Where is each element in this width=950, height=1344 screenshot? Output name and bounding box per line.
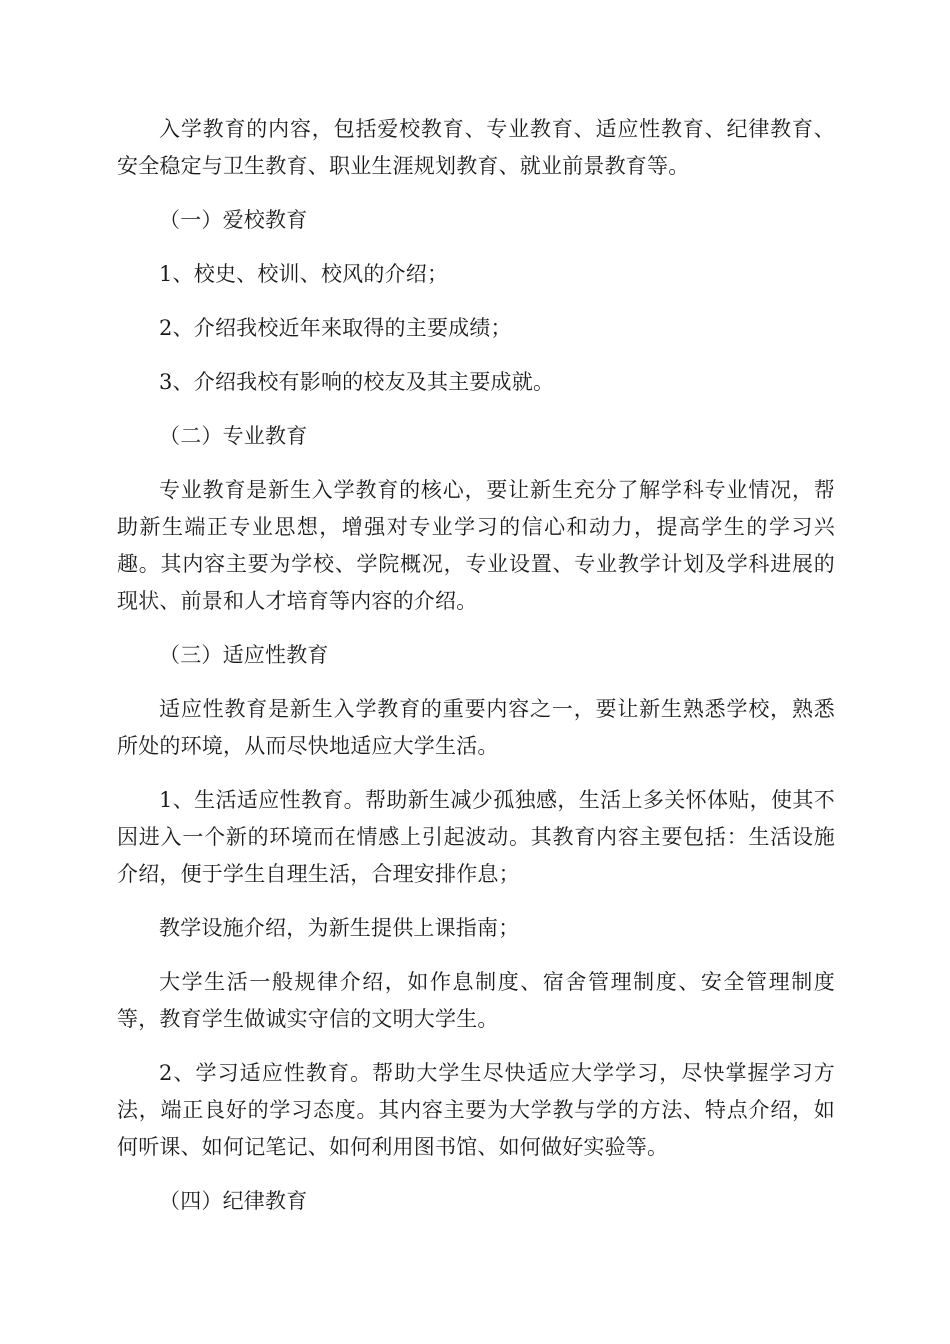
intro-paragraph: 入学教育的内容，包括爱校教育、专业教育、适应性教育、纪律教育、安全稳定与卫生教育、职业生涯规划教育、就业前景教育等。 xyxy=(117,117,835,178)
section-heading-school-love: （一）爱校教育 xyxy=(159,208,308,232)
section-heading-adaptation-education: （三）适应性教育 xyxy=(159,643,329,667)
body-paragraph: 适应性教育是新生入学教育的重要内容之一，要让新生熟悉学校，熟悉所处的环境，从而尽快地适应大学生活。 xyxy=(117,697,835,758)
document-page xyxy=(117,111,835,1220)
list-item: 1、校史、校训、校风的介绍； xyxy=(159,262,449,286)
section-heading-major-education: （二）专业教育 xyxy=(159,424,308,448)
list-item: 2、介绍我校近年来取得的主要成绩； xyxy=(159,316,512,340)
body-paragraph: 1、生活适应性教育。帮助新生减少孤独感，生活上多关怀体贴，使其不因进入一个新的环境而在情感上引起波动。其教育内容主要包括：生活设施介绍，便于学生自理生活，合理安排作息； xyxy=(117,788,835,886)
body-paragraph: 2、学习适应性教育。帮助大学生尽快适应大学学习，尽快掌握学习方法，端正良好的学习态度。其内容主要为大学教与学的方法、特点介绍，如何听课、如何记笔记、如何利用图书馆、如何做好实验等。 xyxy=(117,1061,835,1159)
body-paragraph: 专业教育是新生入学教育的核心，要让新生充分了解学科专业情况，帮助新生端正专业思想，增强对专业学习的信心和动力，提高学生的学习兴趣。其内容主要为学校、学院概况，专业设置、专业教学计划及学科进展的现状、前景和人才培育等内容的介绍。 xyxy=(117,478,835,613)
list-item: 3、介绍我校有影响的校友及其主要成就。 xyxy=(159,370,555,394)
body-paragraph: 教学设施介绍，为新生提供上课指南； xyxy=(159,916,520,940)
body-paragraph: 大学生活一般规律介绍，如作息制度、宿舍管理制度、安全管理制度等，教育学生做诚实守信的文明大学生。 xyxy=(117,970,835,1031)
section-heading-discipline-education: （四）纪律教育 xyxy=(159,1189,308,1213)
